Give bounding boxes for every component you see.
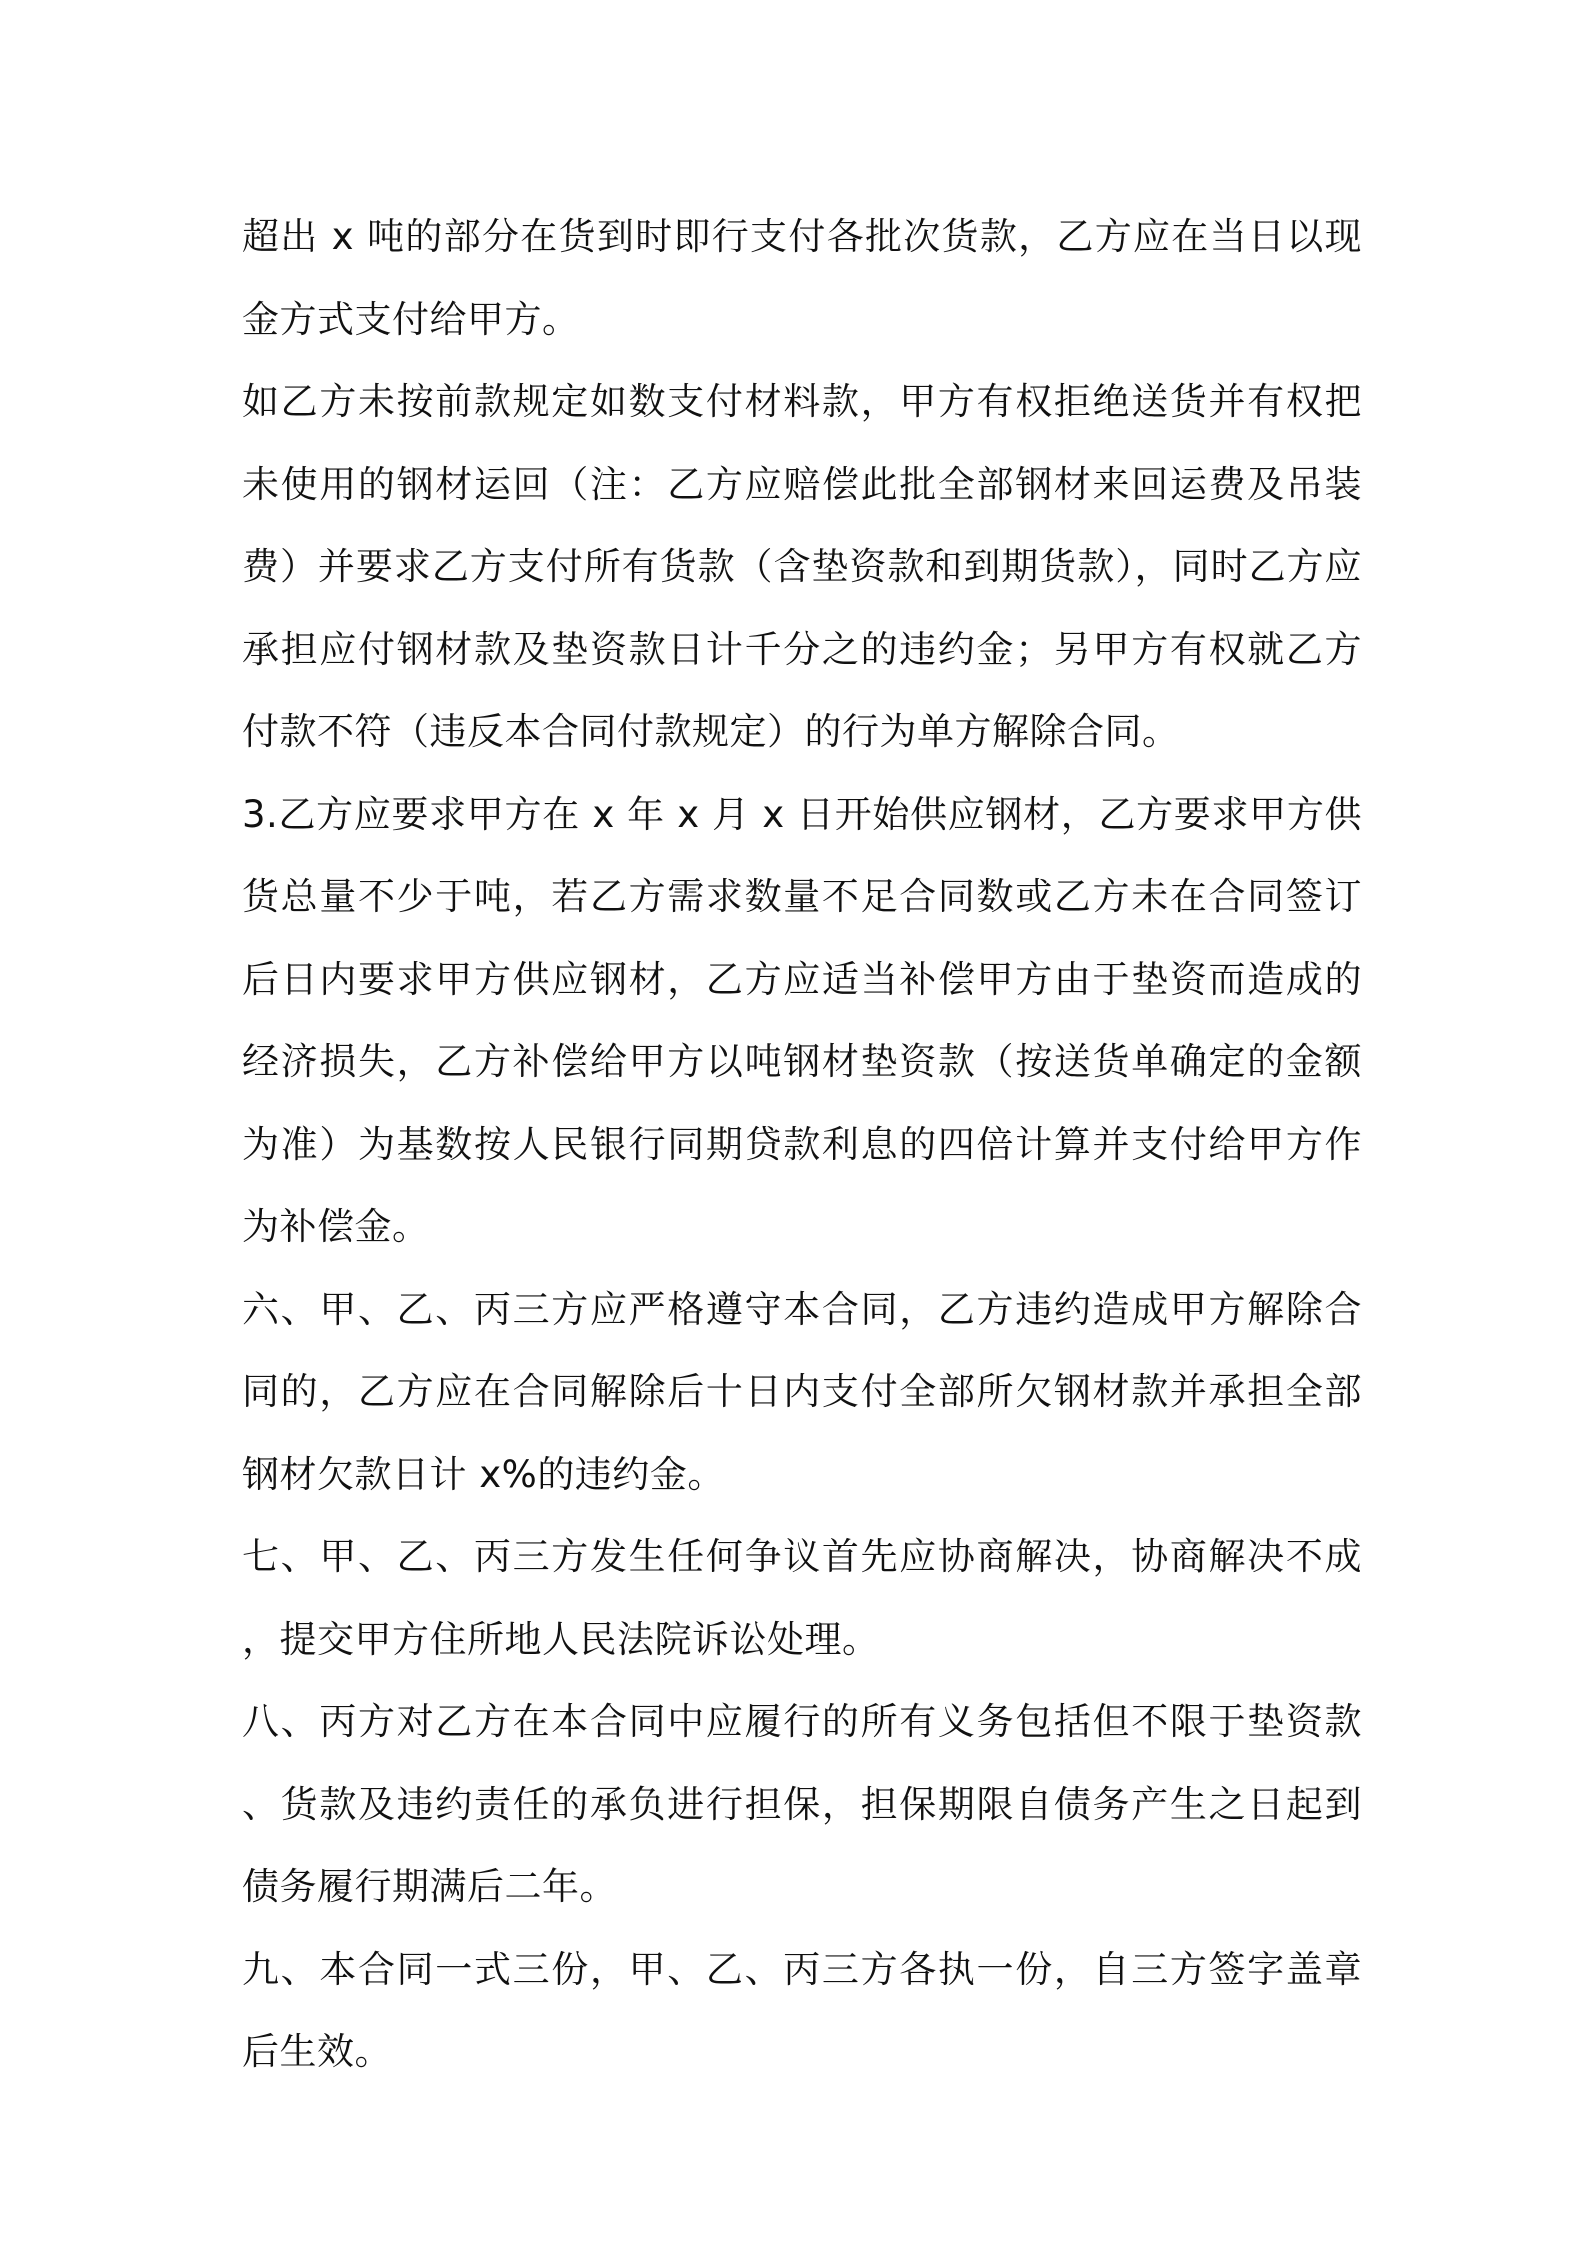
paragraph-clause-nine: 九、本合同一式三份，甲、乙、丙三方各执一份，自三方签字盖章后生效。 xyxy=(242,1947,1362,2073)
paragraph-payment-on-delivery: 超出 x 吨的部分在货到时即行支付各批次货款，乙方应在当日以现金方式支付给甲方。 xyxy=(242,215,1362,341)
paragraph-clause-seven: 七、甲、乙、丙三方发生任何争议首先应协商解决，协商解决不成，提交甲方住所地人民法院诉讼处理。 xyxy=(242,1535,1362,1661)
paragraph-supply-schedule: 3.乙方应要求甲方在 x 年 x 月 x 日开始供应钢材，乙方要求甲方供货总量不少于吨，若乙方需求数量不足合同数或乙方未在合同签订后日内要求甲方供应钢材，乙方应适当补偿甲方由于垫资而造成的经济损失，乙方补偿给甲方以吨钢材垫资款（按送货单确定的金额为准）为基数按人民银行同期贷款利息的四倍计算并支付给甲方作为补偿金。 xyxy=(242,792,1362,1248)
document-body xyxy=(242,196,1362,2094)
paragraph-clause-six: 六、甲、乙、丙三方应严格遵守本合同，乙方违约造成甲方解除合同的，乙方应在合同解除后十日内支付全部所欠钢材款并承担全部钢材欠款日计 x%的违约金。 xyxy=(242,1287,1362,1496)
paragraph-non-payment-remedies: 如乙方未按前款规定如数支付材料款，甲方有权拒绝送货并有权把未使用的钢材运回（注：乙方应赔偿此批全部钢材来回运费及吊装费）并要求乙方支付所有货款（含垫资款和到期货款），同时乙方应承担应付钢材款及垫资款日计千分之的违约金；另甲方有权就乙方付款不符（违反本合同付款规定）的行为单方解除合同。 xyxy=(242,380,1362,753)
paragraph-clause-eight: 八、丙方对乙方在本合同中应履行的所有义务包括但不限于垫资款、货款及违约责任的承负进行担保，担保期限自债务产生之日起到债务履行期满后二年。 xyxy=(242,1700,1362,1908)
